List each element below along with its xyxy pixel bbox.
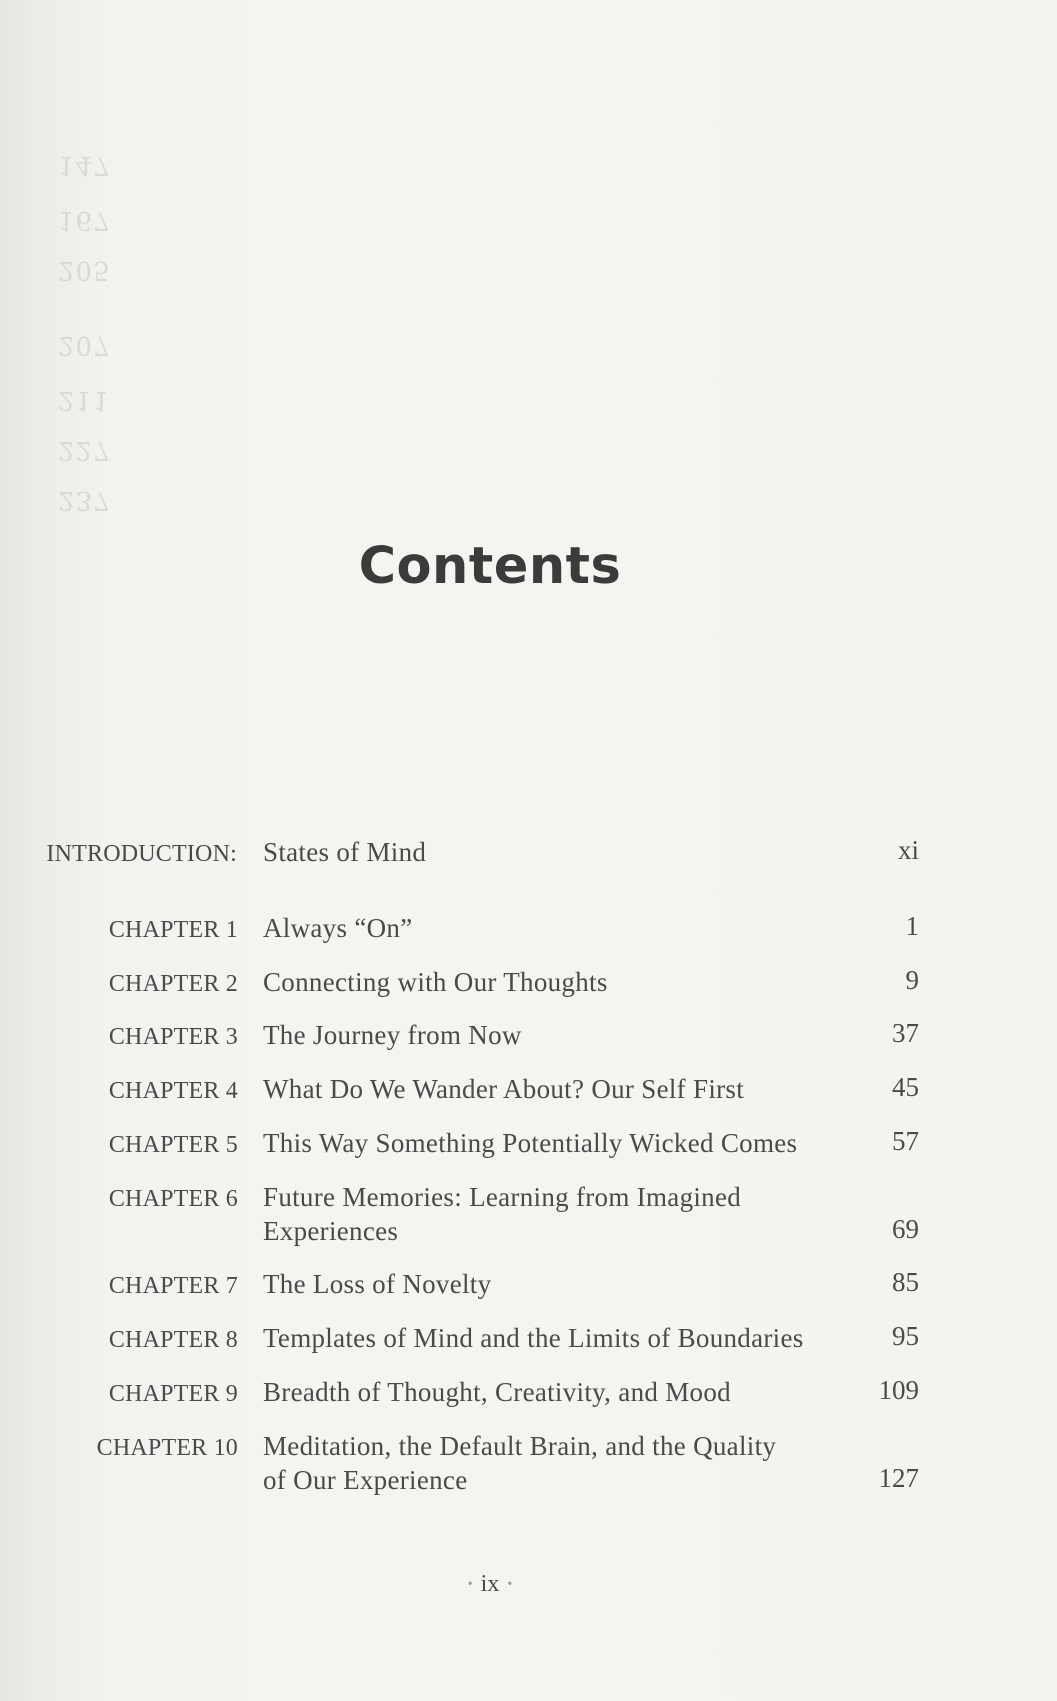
toc-entry-label: CHAPTER 4 (108, 1078, 238, 1104)
toc-entry-label: CHAPTER 5 (108, 1132, 238, 1158)
bleed-through-text: 167 (58, 205, 111, 235)
toc-entry-page-number: 37 (892, 1018, 919, 1048)
toc-entry-title-line: Future Memories: Learning from Imagined (263, 1182, 742, 1212)
folio-dot-left: • (467, 1577, 473, 1593)
toc-entry-page-number: 109 (878, 1375, 919, 1405)
toc-entry-title-line: Meditation, the Default Brain, and the Quality (263, 1431, 777, 1461)
toc-entry-label: CHAPTER 7 (108, 1273, 238, 1299)
toc-entry-label: INTRODUCTION: (46, 841, 237, 867)
toc-entry-title (263, 1429, 863, 1497)
toc-entry-title (263, 1267, 863, 1301)
bleed-through-text: 211 (58, 385, 111, 415)
toc-entry-page-number: 45 (892, 1072, 919, 1102)
toc-entry-title-line: Templates of Mind and the Limits of Boundaries (263, 1323, 804, 1353)
toc-entry-label: CHAPTER 10 (96, 1435, 238, 1461)
folio-number: ix (480, 1571, 500, 1597)
toc-entry-title-line: What Do We Wander About? Our Self First (263, 1074, 745, 1104)
toc-entry-label: CHAPTER 3 (108, 1024, 238, 1050)
toc-entry-page-number: 1 (905, 911, 919, 941)
toc-entry-page-number: 69 (892, 1214, 919, 1244)
bleed-through-text: 147 (58, 150, 111, 180)
toc-entry-title (263, 1072, 863, 1106)
toc-entry-title (263, 965, 863, 999)
bleed-through-text: 207 (58, 330, 111, 360)
toc-entry-label: CHAPTER 6 (108, 1186, 238, 1212)
toc-entry-title (263, 835, 863, 869)
toc-entry-title-line: Breadth of Thought, Creativity, and Mood (263, 1377, 731, 1407)
toc-entry-title-line: States of Mind (263, 837, 427, 867)
toc-entry-page-number: 95 (892, 1321, 919, 1351)
toc-entry-page-number: 57 (892, 1126, 919, 1156)
toc-entry-title-line: of Our Experience (263, 1465, 468, 1495)
toc-entry-title (263, 1018, 863, 1052)
toc-entry-page-number: 127 (878, 1463, 919, 1493)
toc-entry-page-number: 9 (905, 965, 919, 995)
toc-entry-page-number: 85 (892, 1267, 919, 1297)
toc-entry-title (263, 1180, 863, 1248)
toc-entry-title (263, 911, 863, 945)
toc-entry-label: CHAPTER 1 (108, 917, 238, 943)
toc-entry-title (263, 1321, 863, 1355)
bleed-through-text: 205 (58, 255, 111, 285)
page-folio (0, 1571, 980, 1598)
toc-entry-title (263, 1375, 863, 1409)
folio-dot-right: • (507, 1577, 513, 1593)
toc-entry-title (263, 1126, 863, 1160)
toc-entry-title-line: The Journey from Now (263, 1020, 522, 1050)
toc-entry-title-line: The Loss of Novelty (263, 1269, 492, 1299)
toc-entry-title-line: This Way Something Potentially Wicked Comes (263, 1128, 798, 1158)
toc-entry-label: CHAPTER 2 (108, 971, 238, 997)
toc-entry-label: CHAPTER 9 (108, 1381, 238, 1407)
page-title: Contents (358, 537, 622, 596)
bleed-through-text: 227 (58, 435, 111, 465)
toc-entry-label: CHAPTER 8 (108, 1327, 238, 1353)
toc-entry-title-line: Experiences (263, 1216, 399, 1246)
toc-entry-page-number: xi (897, 835, 919, 865)
toc-entry-title-line: Always “On” (263, 913, 413, 943)
toc-entry-title-line: Connecting with Our Thoughts (263, 967, 608, 997)
bleed-through-text: 237 (58, 485, 111, 515)
